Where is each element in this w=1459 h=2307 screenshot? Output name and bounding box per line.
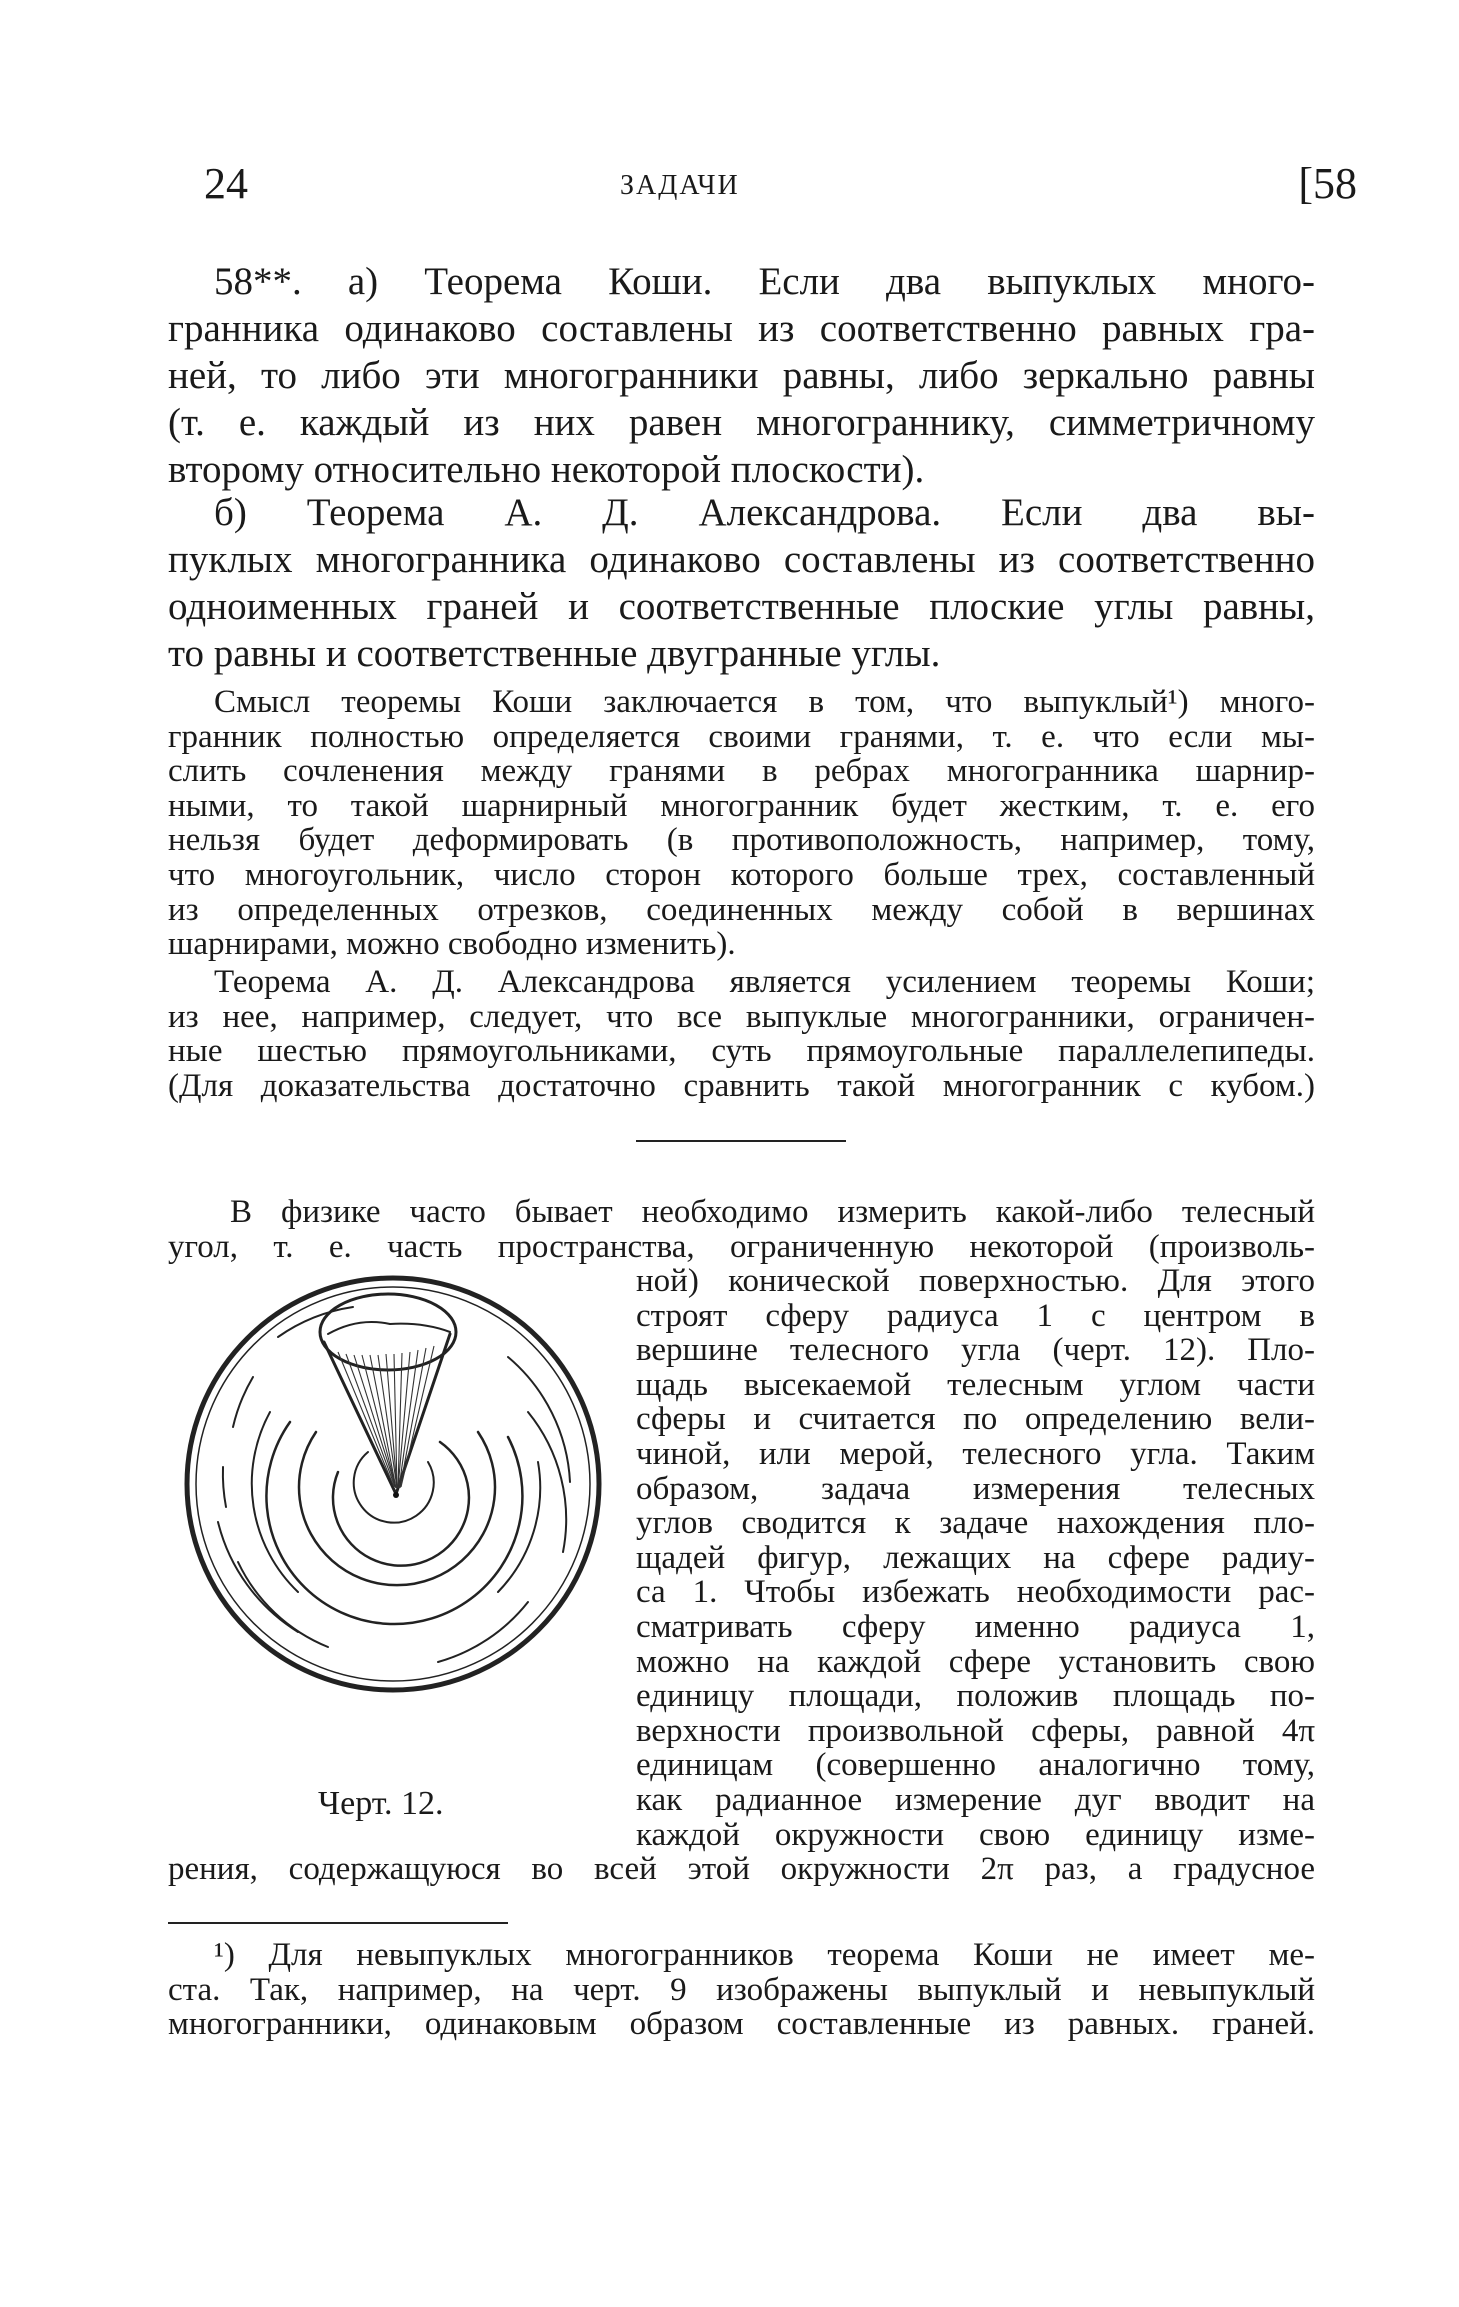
running-title: ЗАДАЧИ <box>620 170 740 201</box>
problem-b-line: одноименных граней и соответственные плоские углы равны, <box>168 585 1315 628</box>
problem-b-line: б) Теорема А. Д. Александрова. Если два вы- <box>214 491 1315 534</box>
commentary-line: из нее, например, следует, что все выпуклые многогранники, ограничен- <box>168 998 1315 1035</box>
figure-caption: Черт. 12. <box>318 1785 444 1822</box>
physics-line: единицам (совершенно аналогично тому, <box>636 1747 1315 1784</box>
physics-line: сматривать сферу именно радиуса 1, <box>636 1608 1315 1645</box>
physics-line: угол, т. е. часть пространства, ограниченную некоторой (произволь- <box>168 1228 1315 1265</box>
problem-a-line: гранника одинаково составлены из соответственно равных гра- <box>168 307 1315 350</box>
problem-b-line: пуклых многогранника одинаково составлены из соответственно <box>168 538 1315 581</box>
problem-a-line: второму относительно некоторой плоскости). <box>168 448 925 491</box>
physics-line: единицу площади, положив площадь по- <box>636 1678 1315 1715</box>
physics-line: углов сводится к задаче нахождения пло- <box>636 1505 1315 1542</box>
physics-line: как радианное измерение дуг вводит на <box>636 1781 1315 1818</box>
commentary-paragraph-2 <box>168 965 1315 1103</box>
section-divider <box>636 1140 846 1142</box>
physics-line: са 1. Чтобы избежать необходимости рас- <box>636 1574 1315 1611</box>
commentary-line: ными, то такой шарнирный многогранник будет жестким, т. е. его <box>168 787 1315 824</box>
physics-line: верхности произвольной сферы, равной 4π <box>636 1712 1315 1749</box>
problem-b-line: то равны и соответственные двугранные углы. <box>168 632 941 675</box>
commentary-line: гранник полностью определяется своими гранями, т. е. что если мы- <box>168 718 1315 755</box>
footnote-line: ста. Так, например, на черт. 9 изображены выпуклый и невыпуклый <box>168 1971 1315 2008</box>
physics-line: ной) конической поверхностью. Для этого <box>636 1263 1315 1299</box>
physics-line: можно на каждой сфере установить свою <box>636 1643 1315 1680</box>
commentary-line: слить сочленения между гранями в ребрах многогранника шарнир- <box>168 753 1315 790</box>
problem-a-line: 58**. а) Теорема Коши. Если два выпуклых много- <box>214 260 1315 303</box>
cone-apex <box>393 1492 399 1498</box>
page-header <box>0 158 1459 218</box>
commentary-line: ные шестью прямоугольниками, суть прямоугольные параллелепипеды. <box>168 1033 1315 1070</box>
sphere-with-cone-diagram-icon <box>178 1262 618 1702</box>
physics-line: щадь высекаемой телесным углом части <box>636 1366 1315 1403</box>
physics-line: каждой окружности свою единицу изме- <box>636 1816 1315 1853</box>
problem-a <box>168 258 1315 493</box>
commentary-line: Теорема А. Д. Александрова является усилением теоремы Коши; <box>214 964 1315 1000</box>
footnote <box>168 1938 1315 2042</box>
commentary-line: нельзя будет деформировать (в противоположность, например, тому, <box>168 822 1315 859</box>
footnote-rule <box>168 1922 508 1924</box>
problem-b <box>168 489 1315 677</box>
physics-paragraph-full <box>168 1195 1315 1264</box>
footnote-line: многогранники, одинаковым образом составленные из равных. граней. <box>168 2006 1315 2043</box>
physics-paragraph-last <box>168 1852 1315 1887</box>
commentary-line: что многоугольник, число сторон которого больше трех, составленный <box>168 856 1315 893</box>
physics-line: образом, задача измерения телесных <box>636 1470 1315 1507</box>
commentary-line: шарнирами, можно свободно изменить). <box>168 926 736 963</box>
physics-line: щадей фигур, лежащих на сфере радиу- <box>636 1539 1315 1576</box>
figure-12 <box>178 1262 618 1702</box>
physics-line: строят сферу радиуса 1 с центром в <box>636 1297 1315 1334</box>
page-number: 24 <box>204 159 248 208</box>
physics-line: рения, содержащуюся во всей этой окружности 2π раз, а градусное <box>168 1851 1315 1887</box>
problem-a-line: (т. е. каждый из них равен многограннику, симметричному <box>168 401 1315 444</box>
physics-line: сферы и считается по определению вели- <box>636 1401 1315 1438</box>
commentary-line: (Для доказательства достаточно сравнить такой многогранник с кубом.) <box>168 1067 1315 1104</box>
section-marker: [58 <box>1298 159 1357 208</box>
physics-line: вершине телесного угла (черт. 12). Пло- <box>636 1332 1315 1369</box>
physics-line: В физике часто бывает необходимо измерить какой-либо телесный <box>230 1194 1315 1230</box>
physics-line: чиной, или мерой, телесного угла. Таким <box>636 1435 1315 1472</box>
footnote-line: ¹) Для невыпуклых многогранников теорема Коши не имеет ме- <box>214 1937 1315 1973</box>
physics-paragraph-wrap <box>636 1264 1315 1852</box>
commentary-paragraph-1 <box>168 685 1315 962</box>
problem-a-line: ней, то либо эти многогранники равны, либо зеркально равны <box>168 354 1315 397</box>
commentary-line: из определенных отрезков, соединенных между собой в вершинах <box>168 891 1315 928</box>
commentary-line: Смысл теоремы Коши заключается в том, что выпуклый¹) много- <box>214 684 1315 720</box>
